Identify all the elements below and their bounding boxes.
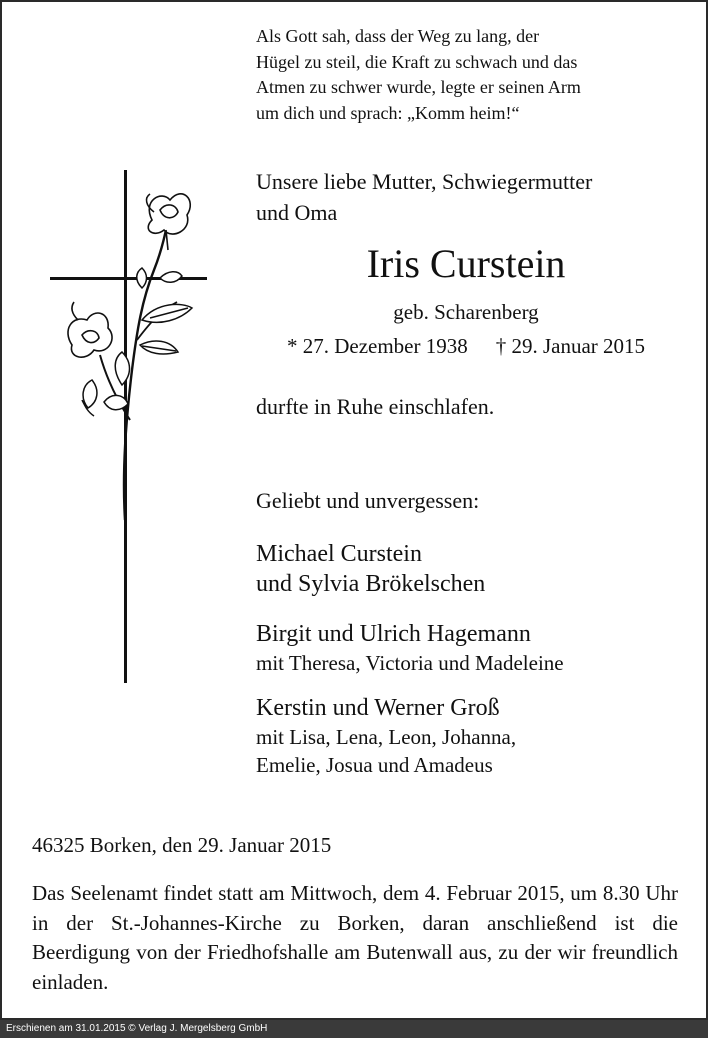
poem-line: Als Gott sah, dass der Weg zu lang, der xyxy=(256,26,540,46)
passed-text: durfte in Ruhe einschlafen. xyxy=(256,394,495,419)
death-date: † 29. Januar 2015 xyxy=(495,334,646,358)
family-names: Michael Curstein xyxy=(256,541,422,567)
cross-with-rose-icon xyxy=(42,170,222,685)
family-names: Birgit und Ulrich Hagemann xyxy=(256,621,531,647)
family-names: und Sylvia Brökelschen xyxy=(256,571,486,597)
mourners-heading: Geliebt und unvergessen: xyxy=(256,488,480,513)
life-dates xyxy=(256,332,676,360)
intro-line: Unsere liebe Mutter, Schwiegermutter xyxy=(256,169,593,194)
deceased-name: Iris Curstein xyxy=(366,241,566,286)
poem-line: Hügel zu steil, die Kraft zu schwach und das xyxy=(256,51,578,72)
birth-date: * 27. Dezember 1938 xyxy=(286,334,468,358)
family-entry xyxy=(256,693,516,779)
place-and-date: 46325 Borken, den 29. Januar 2015 xyxy=(32,833,332,857)
family-members: mit Theresa, Victoria und Madeleine xyxy=(256,651,564,675)
poem xyxy=(256,24,581,126)
service-notice: Das Seelenamt findet statt am Mittwoch, dem 4. Februar 2015, um 8.30 Uhr in der St.-Johannes-Kirche zu Borken, daran anschließend ist die Beerdigung von der Friedhofshalle am Butenwall aus, zu der wir freundlich einladen. xyxy=(32,881,678,994)
publication-footer: Erschienen am 31.01.2015 © Verlag J. Mergelsberg GmbH xyxy=(0,1020,708,1038)
family-entry xyxy=(256,539,485,599)
family-entry xyxy=(256,619,564,677)
maiden-name: geb. Scharenberg xyxy=(393,300,539,324)
family-members: mit Lisa, Lena, Leon, Johanna, xyxy=(256,725,517,749)
family-names: Kerstin und Werner Groß xyxy=(256,695,500,721)
family-members: Emelie, Josua und Amadeus xyxy=(256,753,493,777)
poem-line: Atmen zu schwer wurde, legte er seinen Arm xyxy=(256,77,581,97)
intro-line: und Oma xyxy=(256,200,338,225)
poem-line: um dich und sprach: „Komm heim!“ xyxy=(256,102,520,123)
intro-text xyxy=(256,166,592,228)
